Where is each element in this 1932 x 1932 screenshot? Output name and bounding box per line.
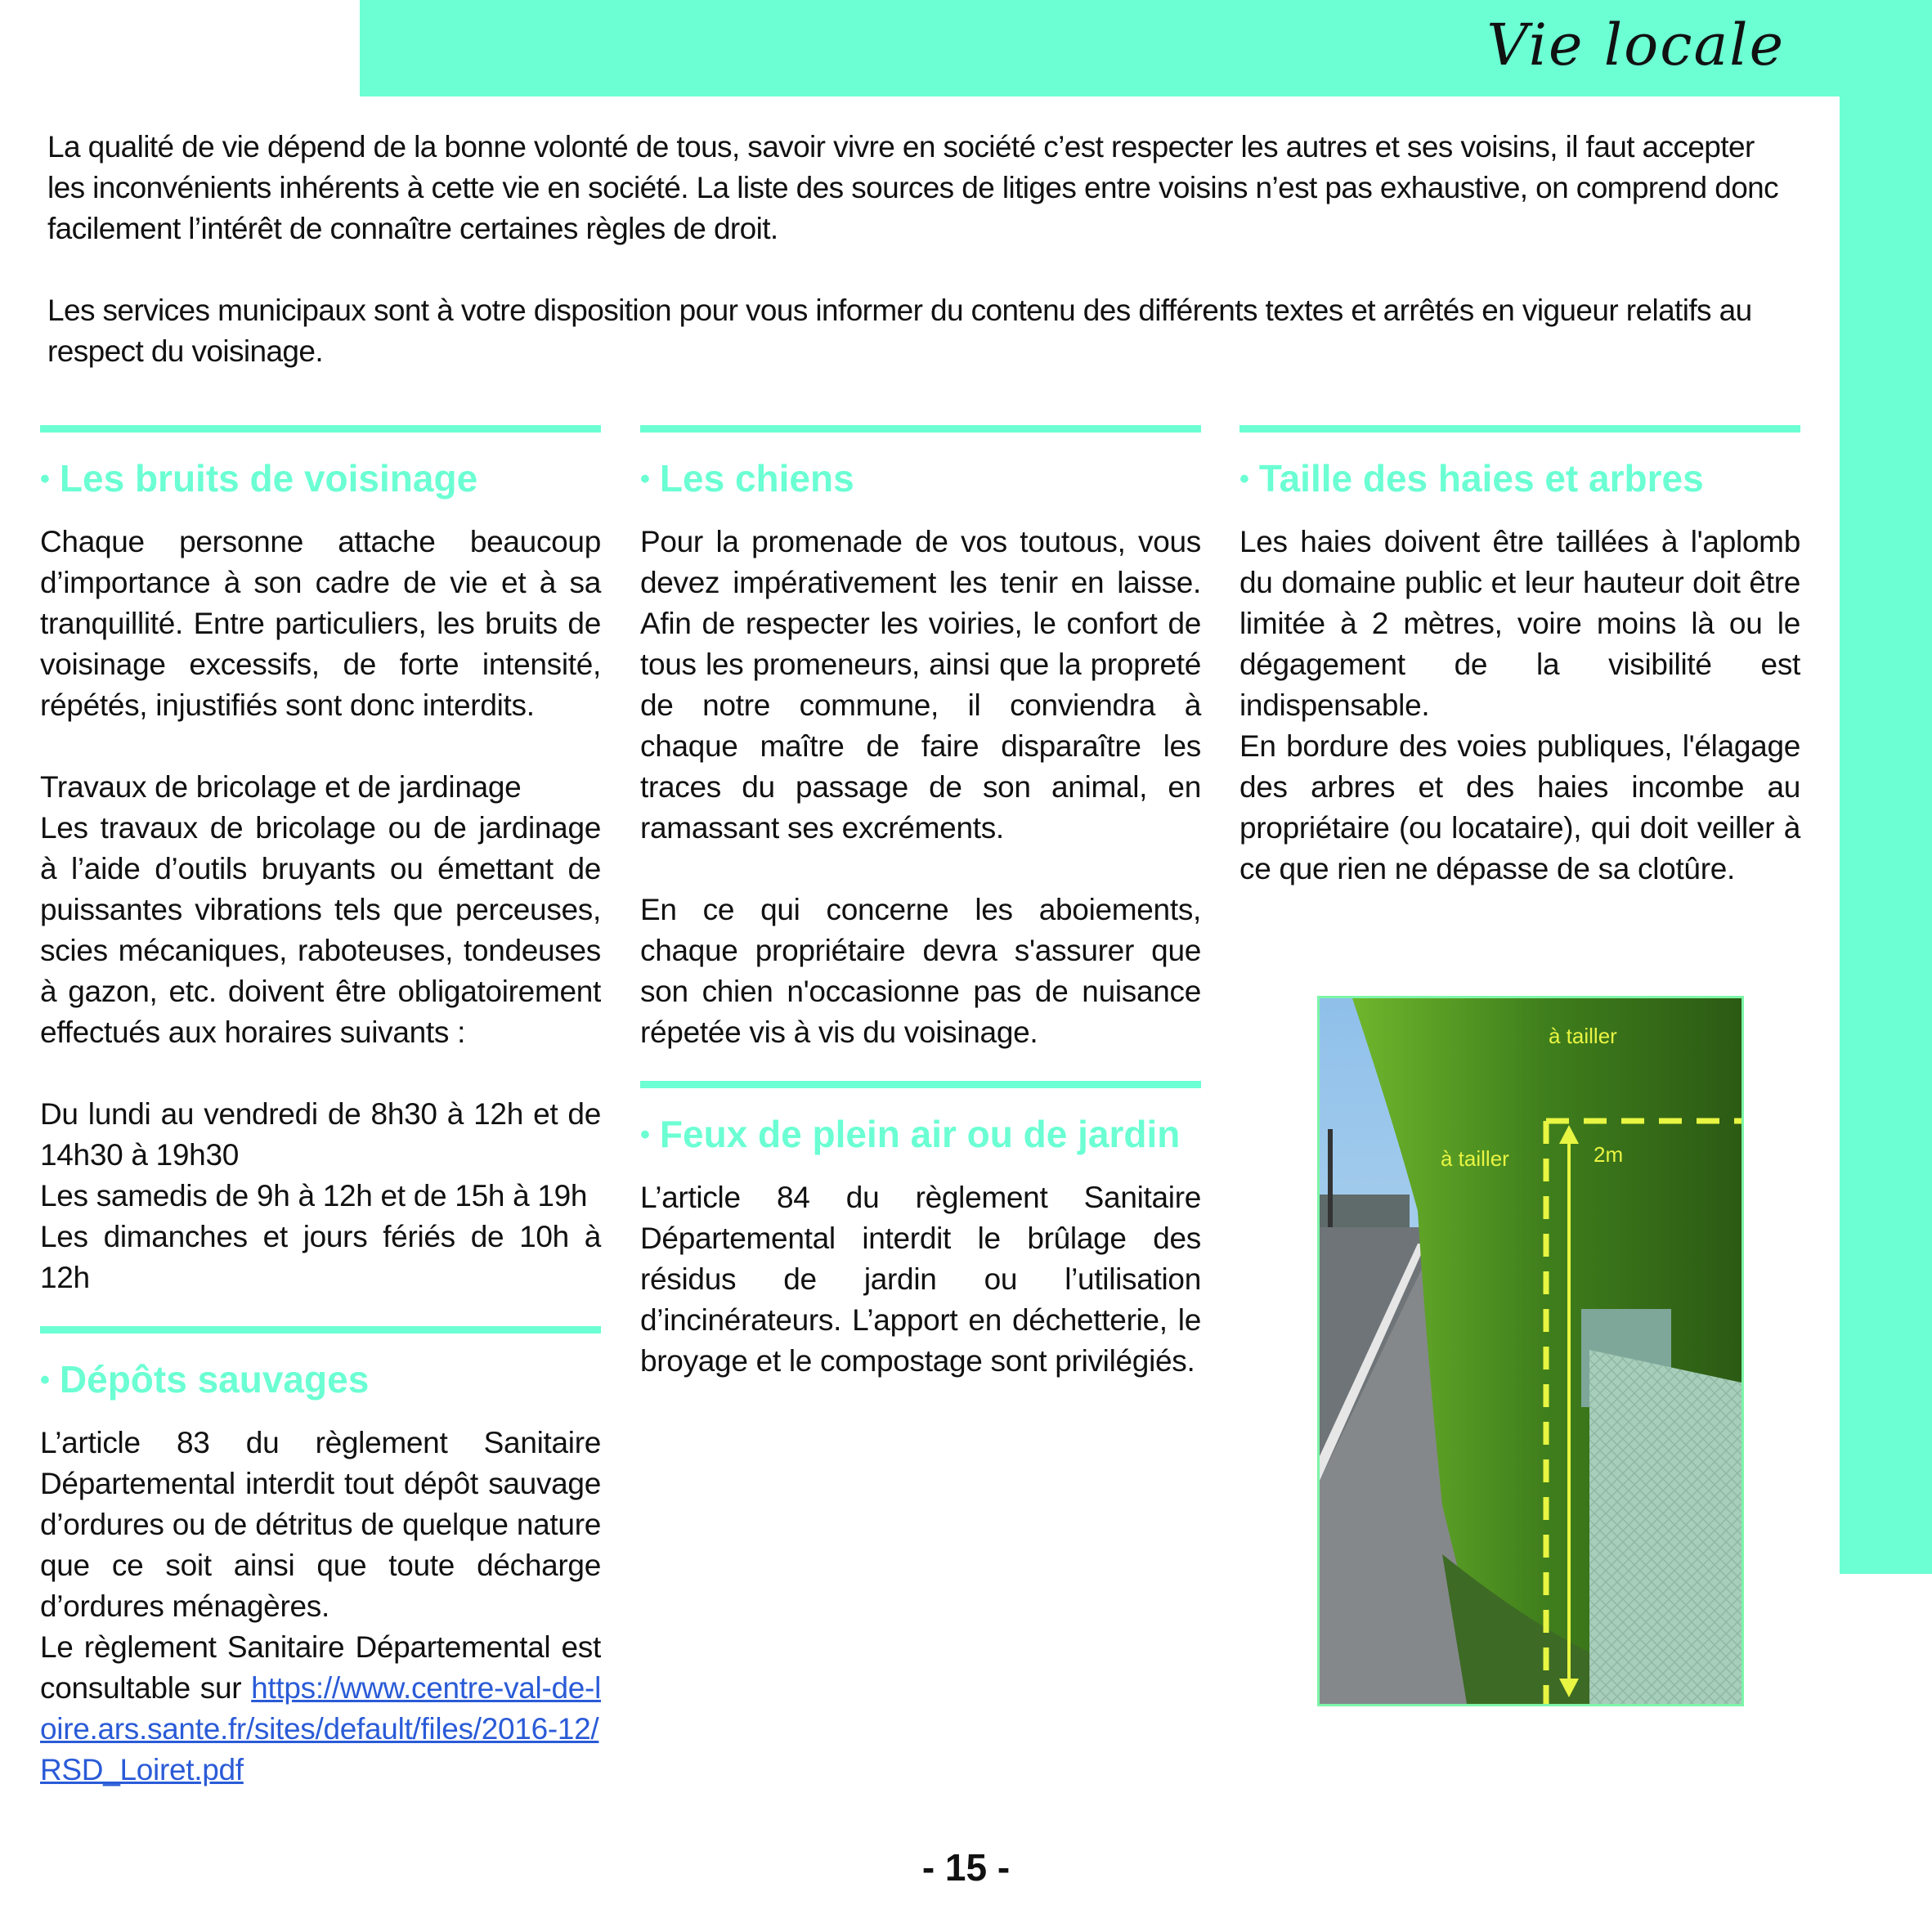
subheading: Travaux de bricolage et de jardinage xyxy=(40,770,522,804)
page-title: Vie locale xyxy=(1486,11,1785,78)
section-haies xyxy=(1239,425,1800,890)
intro-paragraph: Les services municipaux sont à votre disposition pour vous informer du contenu des différents textes et arrêtés en vigueur relatifs au respect du voisinage. xyxy=(47,294,1752,368)
bullet-icon: • xyxy=(1239,464,1249,495)
photo-label-side: à tailler xyxy=(1441,1146,1509,1171)
photo-label-height: 2m xyxy=(1594,1142,1624,1167)
column-right xyxy=(1239,425,1800,922)
section-title xyxy=(640,454,1201,504)
section-divider xyxy=(40,1326,601,1334)
paragraph: Chaque personne attache beaucoup d’importance à son cadre de vie et à sa tranquillité. Entre particuliers, les bruits de voisinage excessifs, de forte intensité, répétés, injustifiés sont donc interdits. xyxy=(40,525,601,722)
intro xyxy=(47,127,1797,413)
section-title-text: Taille des haies et arbres xyxy=(1258,457,1704,500)
section-title xyxy=(40,454,601,504)
section-bruits xyxy=(40,425,601,1298)
hedge-photo xyxy=(1317,996,1744,1706)
section-title xyxy=(640,1109,1201,1159)
bullet-icon: • xyxy=(640,464,650,495)
section-divider xyxy=(640,1081,1201,1088)
bullet-icon: • xyxy=(40,1365,50,1396)
section-title-text: Dépôts sauvages xyxy=(59,1358,370,1401)
section-title-text: Les chiens xyxy=(659,457,854,500)
photo-label-top: à tailler xyxy=(1549,1024,1617,1048)
section-feux xyxy=(640,1081,1201,1382)
section-title-text: Les bruits de voisinage xyxy=(59,457,478,500)
section-title xyxy=(1239,454,1800,504)
section-divider xyxy=(1239,425,1800,433)
section-divider xyxy=(40,425,601,433)
paragraph: L’article 84 du règlement Sanitaire Départemental interdit le brûlage des résidus de jardin ou l’utilisation d’incinérateurs. L’apport en déchetterie, le broyage et le compostage sont privilégiés. xyxy=(640,1181,1201,1378)
hours-sunday: Les dimanches et jours fériés de 10h à 12h xyxy=(40,1220,601,1294)
paragraph xyxy=(40,1627,601,1791)
hedge-illustration xyxy=(1320,998,1741,1704)
paragraph: En bordure des voies publiques, l'élagage des arbres et des haies incombe au propriétaire (ou locataire), qui doit veiller à ce que rien ne dépasse de sa clotûre. xyxy=(1239,729,1800,885)
hours-saturday: Les samedis de 9h à 12h et de 15h à 19h xyxy=(40,1179,588,1213)
rsd-loiret-link[interactable]: https://www.centre-val-de-loire.ars.sante.fr/sites/default/files/2016-12/RSD_Loiret.pdf xyxy=(40,1671,601,1786)
section-chiens xyxy=(640,425,1201,1053)
paragraph: Pour la promenade de vos toutous, vous devez impérativement les tenir en laisse. Afin de respecter les voiries, le confort de tous les promeneurs, ainsi que la propreté de notre commune, il conviendra à chaque maître de faire disparaître les traces du passage de son animal, en ramassant ses excréments. xyxy=(640,525,1201,845)
bullet-icon: • xyxy=(40,464,50,495)
section-title-text: Feux de plein air ou de jardin xyxy=(659,1113,1181,1155)
paragraph: Les travaux de bricolage ou de jardinage à l’aide d’outils bruyants ou émettant de puissantes vibrations tels que perceuses, scies mécaniques, raboteuses, tondeuses à gazon, etc. doivent être obligatoirement effectués aux horaires suivants : xyxy=(40,811,601,1049)
column-left xyxy=(40,425,601,1823)
side-accent-band xyxy=(1840,0,1932,1574)
bullet-icon: • xyxy=(640,1119,650,1150)
hours-weekday: Du lundi au vendredi de 8h30 à 12h et de 14h30 à 19h30 xyxy=(40,1097,601,1172)
paragraph-text: Le règlement Sanitaire Départemental est consultable sur xyxy=(40,1630,601,1705)
paragraph: Les haies doivent être taillées à l'aplomb du domaine public et leur hauteur doit être limitée à 2 mètres, voire moins là ou le dégagement de la visibilité est indispensable. xyxy=(1239,525,1800,722)
column-middle xyxy=(640,425,1201,1414)
page-number: - 15 - xyxy=(921,1846,1011,1889)
section-title xyxy=(40,1355,601,1405)
intro-paragraph: La qualité de vie dépend de la bonne volonté de tous, savoir vivre en société c’est respecter les autres et ses voisins, il faut accepter les inconvénients inhérents à cette vie en société. La liste des sources de litiges entre voisins n’est pas exhaustive, on comprend donc facilement l’intérêt de connaître certaines règles de droit. xyxy=(47,130,1779,245)
section-depots xyxy=(40,1326,601,1791)
section-divider xyxy=(640,425,1201,433)
paragraph: En ce qui concerne les aboiements, chaque propriétaire devra s'assurer que son chien n'occasionne pas de nuisance répetée vis à vis du voisinage. xyxy=(640,893,1201,1049)
paragraph: L’article 83 du règlement Sanitaire Départemental interdit tout dépôt sauvage d’ordures ou de détritus de quelque nature que ce soit ainsi que toute décharge d’ordures ménagères. xyxy=(40,1426,601,1623)
